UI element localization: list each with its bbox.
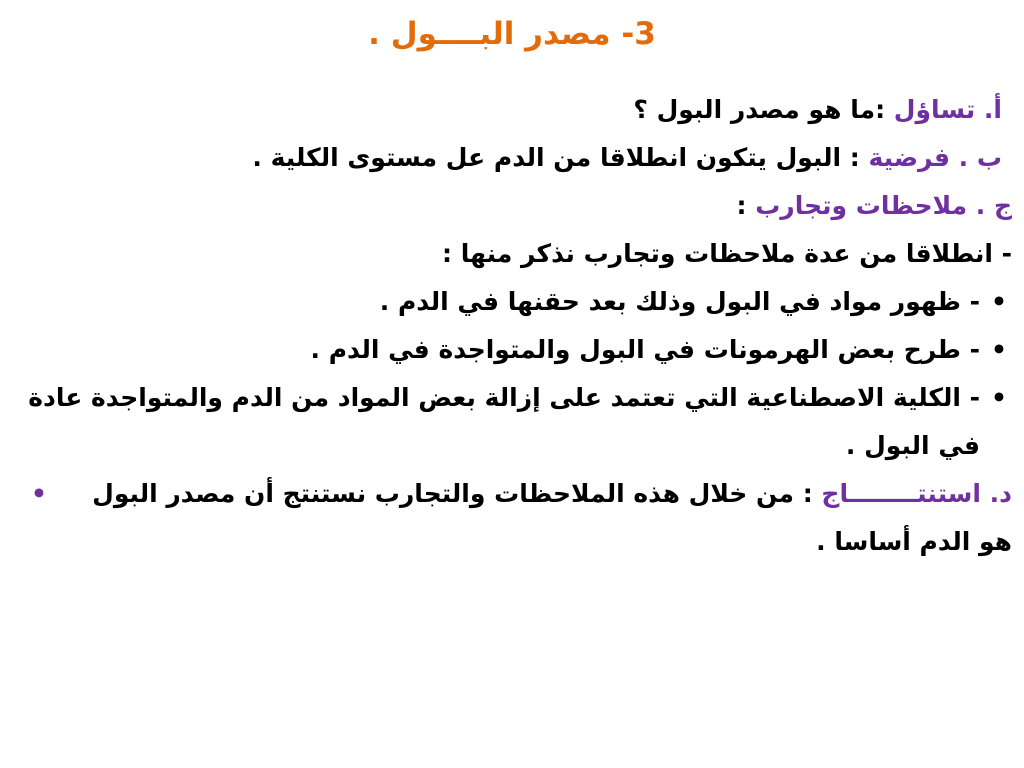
hypothesis-label: ب . فرضية (868, 143, 1002, 172)
observations-heading (20, 182, 1012, 230)
question-line (20, 86, 1012, 134)
bullet-icon: • (991, 287, 1007, 316)
question-label: أ. تساؤل (893, 95, 1002, 124)
conclusion-text-block (52, 470, 1012, 566)
bullet-icon: • (31, 479, 47, 508)
conclusion-line (20, 470, 1012, 566)
observation-item-3 (20, 374, 1012, 470)
observation-item-text: - ظهور مواد في البول وذلك بعد حقنها في الدم . (379, 287, 980, 316)
bullet-icon: • (991, 335, 1007, 364)
hypothesis-line (20, 134, 1012, 182)
conclusion-label: د. استنتــــــــاج (821, 479, 1012, 508)
slide-title: 3- مصدر البــــول . (368, 16, 656, 52)
observations-colon: : (736, 191, 756, 220)
slide-content (20, 86, 1012, 566)
hypothesis-text: : البول يتكون انطلاقا من الدم عل مستوى الكلية . (252, 143, 869, 172)
observation-item-2 (20, 326, 1012, 374)
observation-item-1 (20, 278, 1012, 326)
conclusion-text: : من خلال هذه الملاحظات والتجارب نستنتج أن مصدر البول هو الدم أساسا . (92, 479, 1012, 556)
observations-label: ج . ملاحظات وتجارب (755, 191, 1012, 220)
bullet-icon: • (991, 383, 1007, 412)
observation-item-text: - طرح بعض الهرمونات في البول والمتواجدة في الدم . (310, 335, 980, 364)
observation-item-text: - الكلية الاصطناعية التي تعتمد على إزالة بعض المواد من الدم والمتواجدة عادة في البول . (28, 383, 980, 460)
observations-intro: - انطلاقا من عدة ملاحظات وتجارب نذكر منها : (442, 239, 1012, 268)
question-text: :ما هو مصدر البول ؟ (633, 95, 894, 124)
